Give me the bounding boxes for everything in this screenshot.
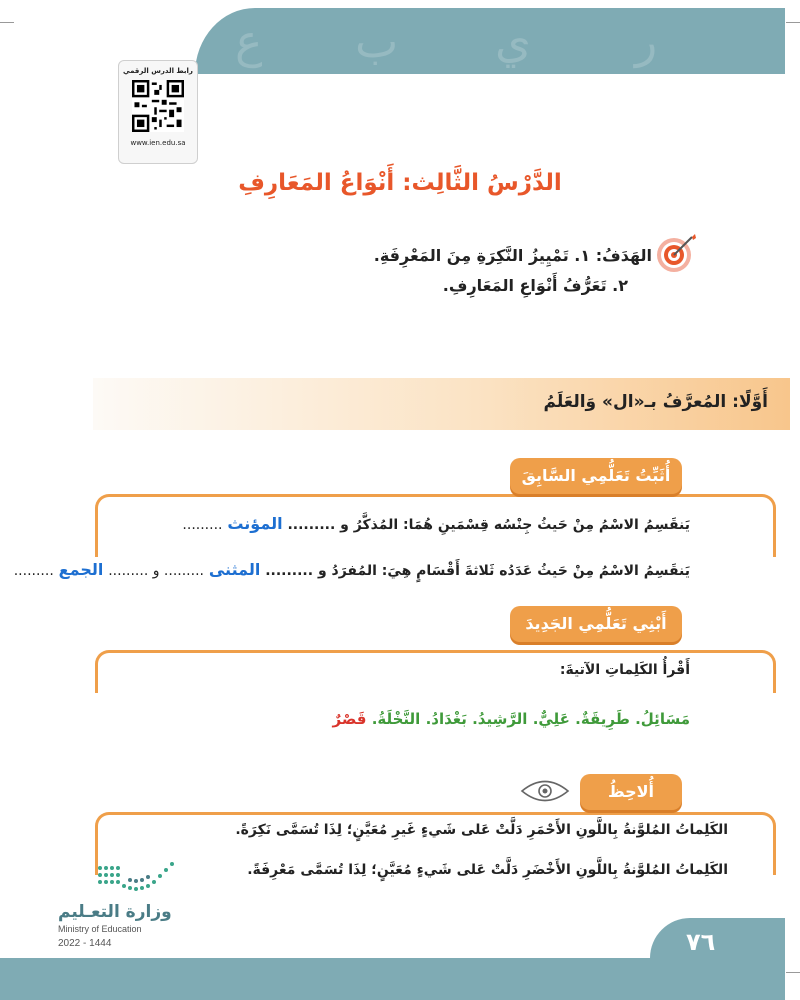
section-title: أَوَّلًا: المُعرَّفُ بـ«ال» وَالعَلَمُ bbox=[543, 392, 768, 412]
qr-url[interactable]: www.ien.edu.sa bbox=[130, 139, 186, 147]
example-word: قَصْرٌ bbox=[332, 710, 367, 728]
lesson-title: الدَّرْسُ الثَّالِث: أَنْوَاعُ المَعَارِفِ bbox=[238, 170, 562, 196]
blank-dots: ......... bbox=[182, 517, 223, 533]
top-teal-decoration bbox=[195, 8, 785, 74]
prior-answer-feminine[interactable]: المؤنث bbox=[227, 514, 283, 533]
prior-line-1-text: يَنقَسِمُ الاسْمُ مِنْ حَيثُ جِنْسُه قِسْمَينِ هُمَا: المُذكَّرُ و ......... bbox=[287, 517, 690, 533]
prior-answer-dual[interactable]: المثنى bbox=[208, 560, 261, 579]
goal-item: ٢. تَعَرُّفُ أَنْوَاعِ المَعَارِفِ. bbox=[442, 276, 628, 295]
example-word: مَسَائِلُ. bbox=[635, 710, 690, 728]
goal-line-1 bbox=[374, 246, 652, 265]
notice-tab: أُلاحِظُ bbox=[580, 774, 682, 810]
calligraphy-decoration: ي bbox=[495, 14, 532, 68]
new-learning-instruction: أَقْرأُ الكَلِماتِ الآتيةَ: bbox=[559, 662, 690, 678]
notice-line-2: الكَلِماتُ المُلوَّنةُ بِاللَّونِ الأَخْضَرِ دَلَّتْ عَلى شَيءٍ مُعَيَّنٍ؛ لِذَا تُسَمَّى مَعْرِفَةً. bbox=[247, 862, 728, 878]
crop-mark bbox=[0, 22, 14, 23]
calligraphy-decoration: ب bbox=[355, 14, 399, 68]
prior-answer-plural[interactable]: الجمع bbox=[58, 560, 104, 579]
prior-line-1 bbox=[182, 514, 690, 533]
goal-label: الهَدَفُ: bbox=[595, 246, 652, 265]
example-word: بَغْدَادُ. bbox=[425, 710, 467, 728]
prior-line-2-text: يَنقَسِمُ الاسْمُ مِنْ حَيثُ عَدَدُه ثَلاثةَ أَقْسَامٍ هِيَ: المُفرَدُ و ......... bbox=[265, 563, 690, 579]
example-word: طَرِيقَةٌ. bbox=[575, 710, 630, 728]
goal-item: ١. تَمْيِيزُ النَّكِرَةِ مِنَ المَعْرِفَةِ. bbox=[373, 246, 591, 265]
target-icon bbox=[655, 232, 697, 274]
prior-learning-tab: أُثَبِّتُ تَعَلُّمِي السَّابِقَ bbox=[510, 458, 682, 494]
prior-line-2 bbox=[14, 560, 690, 579]
eye-icon bbox=[520, 778, 570, 804]
crop-mark bbox=[786, 972, 800, 973]
qr-code-icon[interactable] bbox=[132, 80, 184, 132]
ministry-name-english: Ministry of Education bbox=[58, 924, 142, 934]
example-word: النَّخْلَةُ. bbox=[371, 710, 421, 728]
calligraphy-decoration: ر bbox=[635, 14, 658, 68]
calligraphy-decoration: ع bbox=[235, 14, 263, 68]
edition-year: 2022 - 1444 bbox=[58, 938, 112, 949]
notice-line-1: الكَلِماتُ المُلوَّنةُ بِاللَّونِ الأَحْمَرِ دَلَّتْ عَلى شَيءٍ غَيرِ مُعَيَّنٍ؛ لِذَا تُسَمَّى نَكِرَةً. bbox=[235, 822, 728, 838]
digital-lesson-qr-card[interactable] bbox=[118, 60, 198, 164]
blank-dots: ......... bbox=[13, 563, 54, 579]
qr-title: رابط الدرس الرقمي bbox=[123, 67, 193, 75]
ministry-logo-icon bbox=[96, 862, 176, 896]
crop-mark bbox=[786, 22, 800, 23]
example-word: عَلِيٌّ. bbox=[532, 710, 570, 728]
example-word: الرَّشِيدُ. bbox=[472, 710, 528, 728]
goal-line-2 bbox=[443, 276, 628, 295]
new-learning-tab: أَبْنِي تَعَلُّمِي الجَدِيدَ bbox=[510, 606, 682, 642]
page-number-tab bbox=[650, 918, 785, 968]
example-words bbox=[333, 710, 690, 728]
ministry-name-arabic: وزارة التعـليم bbox=[58, 902, 172, 922]
page-number: ٧٦ bbox=[686, 928, 716, 956]
section-header-band bbox=[93, 378, 790, 430]
blank-dots: ......... و ......... bbox=[108, 563, 204, 579]
